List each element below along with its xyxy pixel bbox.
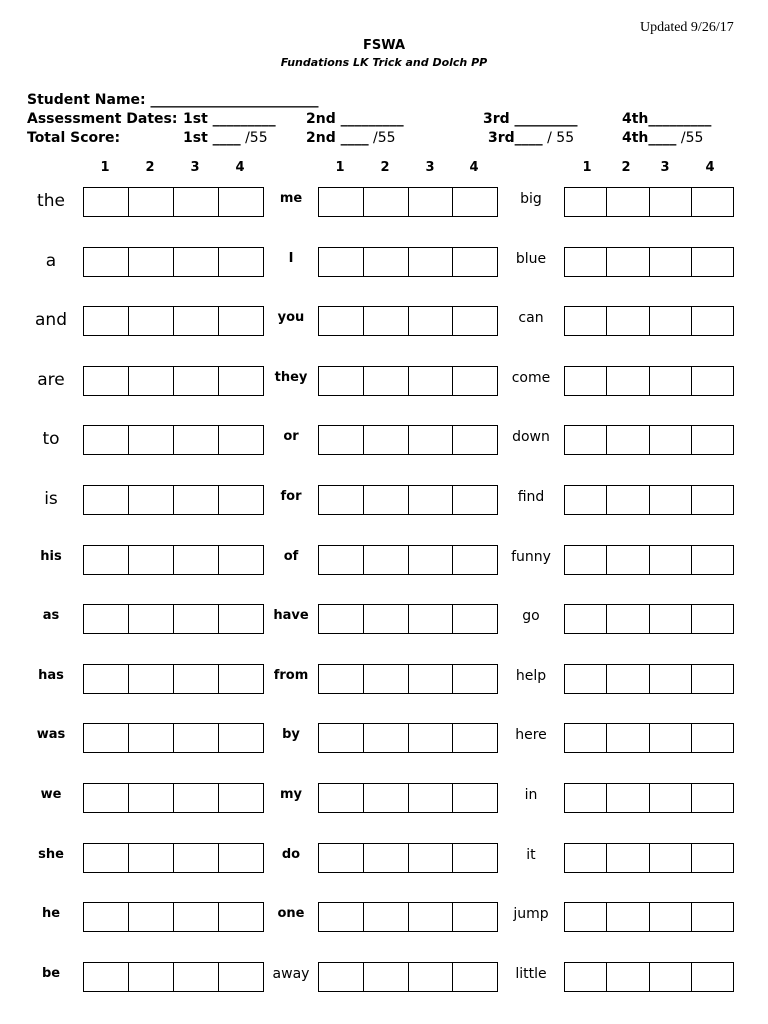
answer-box[interactable] <box>319 665 364 693</box>
answer-box[interactable] <box>650 605 692 633</box>
column-number-1-1: 1 <box>100 160 110 175</box>
answer-box-row <box>318 843 498 873</box>
assessment-date-3: 3rd _________ <box>483 111 578 127</box>
total-score-4 <box>622 130 703 146</box>
total-score-2-blank: 2nd ____ <box>306 130 369 146</box>
answer-box[interactable] <box>84 248 129 276</box>
answer-box[interactable] <box>565 903 607 931</box>
answer-box[interactable] <box>453 486 497 514</box>
answer-box[interactable] <box>692 426 733 454</box>
answer-box[interactable] <box>129 248 174 276</box>
answer-box[interactable] <box>692 307 733 335</box>
answer-box[interactable] <box>453 546 497 574</box>
answer-box[interactable] <box>129 963 174 991</box>
answer-box[interactable] <box>319 367 364 395</box>
answer-box[interactable] <box>174 844 219 872</box>
answer-box[interactable] <box>364 367 409 395</box>
answer-box[interactable] <box>364 248 409 276</box>
word-label: for <box>280 489 302 504</box>
answer-box-row <box>564 843 734 873</box>
total-score-2 <box>306 130 396 146</box>
answer-box-row <box>564 604 734 634</box>
answer-box-row <box>564 545 734 575</box>
answer-box[interactable] <box>129 426 174 454</box>
total-score-1 <box>183 130 268 146</box>
answer-box-row <box>564 664 734 694</box>
answer-box[interactable] <box>174 367 219 395</box>
answer-box[interactable] <box>129 367 174 395</box>
answer-box[interactable] <box>607 903 649 931</box>
answer-box[interactable] <box>607 546 649 574</box>
answer-box[interactable] <box>409 546 454 574</box>
answer-box-row <box>318 723 498 753</box>
answer-box[interactable] <box>409 784 454 812</box>
total-score-3-blank: 3rd____ <box>488 130 543 146</box>
answer-box-row <box>318 485 498 515</box>
answer-box[interactable] <box>453 844 497 872</box>
answer-box[interactable] <box>692 546 733 574</box>
answer-box[interactable] <box>607 605 649 633</box>
answer-box-row <box>564 723 734 753</box>
column-number-1-4: 4 <box>235 160 245 175</box>
answer-box-row <box>318 247 498 277</box>
answer-box-row <box>83 247 264 277</box>
answer-box[interactable] <box>607 367 649 395</box>
answer-box[interactable] <box>219 963 263 991</box>
assessment-date-4: 4th_________ <box>622 111 712 127</box>
answer-box-row <box>318 962 498 992</box>
answer-box[interactable] <box>453 248 497 276</box>
answer-box[interactable] <box>409 307 454 335</box>
answer-box[interactable] <box>650 426 692 454</box>
answer-box[interactable] <box>174 903 219 931</box>
word-label: do <box>281 846 301 862</box>
answer-box[interactable] <box>84 486 129 514</box>
answer-box[interactable] <box>650 784 692 812</box>
answer-box[interactable] <box>364 903 409 931</box>
answer-box[interactable] <box>565 605 607 633</box>
answer-box[interactable] <box>565 784 607 812</box>
answer-box[interactable] <box>607 784 649 812</box>
answer-box[interactable] <box>607 188 649 216</box>
answer-box[interactable] <box>319 188 364 216</box>
answer-box[interactable] <box>129 546 174 574</box>
answer-box[interactable] <box>453 903 497 931</box>
answer-box[interactable] <box>174 426 219 454</box>
word-label: blue <box>515 250 547 267</box>
word-label: she <box>38 846 64 862</box>
column-number-2-4: 4 <box>469 160 479 175</box>
word-label: to <box>42 429 60 450</box>
answer-box[interactable] <box>453 605 497 633</box>
column-number-3-1: 1 <box>582 160 592 175</box>
answer-box[interactable] <box>364 963 409 991</box>
answer-box[interactable] <box>219 367 263 395</box>
answer-box[interactable] <box>129 486 174 514</box>
answer-box[interactable] <box>650 903 692 931</box>
answer-box[interactable] <box>364 486 409 514</box>
answer-box[interactable] <box>650 844 692 872</box>
answer-box[interactable] <box>319 605 364 633</box>
answer-box-row <box>318 545 498 575</box>
answer-box[interactable] <box>453 963 497 991</box>
answer-box[interactable] <box>319 963 364 991</box>
answer-box[interactable] <box>607 724 649 752</box>
answer-box[interactable] <box>409 605 454 633</box>
word-label: have <box>273 608 309 624</box>
answer-box[interactable] <box>364 426 409 454</box>
word-label: away <box>272 965 310 982</box>
answer-box[interactable] <box>84 963 129 991</box>
total-score-3 <box>488 130 574 146</box>
answer-box[interactable] <box>319 546 364 574</box>
answer-box[interactable] <box>319 486 364 514</box>
answer-box[interactable] <box>565 844 607 872</box>
answer-box[interactable] <box>174 486 219 514</box>
answer-box[interactable] <box>84 426 129 454</box>
word-label: down <box>512 429 550 446</box>
answer-box-row <box>318 306 498 336</box>
answer-box[interactable] <box>319 248 364 276</box>
answer-box[interactable] <box>453 724 497 752</box>
answer-box[interactable] <box>692 367 733 395</box>
answer-box[interactable] <box>565 486 607 514</box>
answer-box-row <box>318 604 498 634</box>
answer-box-row <box>83 425 264 455</box>
answer-box[interactable] <box>650 724 692 752</box>
answer-box[interactable] <box>409 665 454 693</box>
answer-box[interactable] <box>607 248 649 276</box>
column-number-3-2: 2 <box>621 160 631 175</box>
answer-box[interactable] <box>219 307 263 335</box>
answer-box[interactable] <box>364 605 409 633</box>
word-label: was <box>36 727 66 743</box>
answer-box[interactable] <box>364 844 409 872</box>
word-label: funny <box>511 548 551 565</box>
word-label: as <box>42 608 60 624</box>
word-label: we <box>40 787 62 802</box>
answer-box[interactable] <box>453 665 497 693</box>
answer-box-row <box>83 187 264 217</box>
answer-box-row <box>318 664 498 694</box>
answer-box-row <box>83 604 264 634</box>
answer-box[interactable] <box>565 724 607 752</box>
answer-box-row <box>564 783 734 813</box>
answer-box[interactable] <box>364 665 409 693</box>
answer-box[interactable] <box>453 426 497 454</box>
answer-box[interactable] <box>219 724 263 752</box>
answer-box[interactable] <box>84 367 129 395</box>
answer-box-row <box>83 843 264 873</box>
answer-box[interactable] <box>650 546 692 574</box>
word-label: it <box>526 846 536 863</box>
answer-box[interactable] <box>174 188 219 216</box>
answer-box-row <box>318 902 498 932</box>
answer-box-row <box>564 187 734 217</box>
word-label: of <box>283 548 299 564</box>
answer-box[interactable] <box>409 248 454 276</box>
answer-box[interactable] <box>319 844 364 872</box>
answer-box-row <box>564 247 734 277</box>
answer-box[interactable] <box>607 844 649 872</box>
answer-box[interactable] <box>409 844 454 872</box>
answer-box[interactable] <box>565 546 607 574</box>
word-label: the <box>37 191 65 211</box>
answer-box[interactable] <box>319 784 364 812</box>
answer-box[interactable] <box>607 665 649 693</box>
answer-box[interactable] <box>84 188 129 216</box>
answer-box[interactable] <box>692 248 733 276</box>
answer-box[interactable] <box>565 367 607 395</box>
answer-box[interactable] <box>650 307 692 335</box>
word-label: I <box>288 250 294 266</box>
answer-box-row <box>318 187 498 217</box>
answer-box[interactable] <box>84 903 129 931</box>
word-label: has <box>38 667 64 683</box>
answer-box[interactable] <box>409 486 454 514</box>
answer-box[interactable] <box>174 724 219 752</box>
answer-box[interactable] <box>409 426 454 454</box>
answer-box[interactable] <box>219 903 263 931</box>
answer-box[interactable] <box>650 486 692 514</box>
answer-box-row <box>564 306 734 336</box>
answer-box[interactable] <box>607 426 649 454</box>
answer-box-row <box>83 783 264 813</box>
word-label: big <box>520 191 542 207</box>
answer-box[interactable] <box>84 784 129 812</box>
word-label: are <box>37 369 65 390</box>
word-label: you <box>277 310 305 326</box>
answer-box[interactable] <box>650 963 692 991</box>
answer-box[interactable] <box>692 844 733 872</box>
answer-box[interactable] <box>219 665 263 693</box>
answer-box[interactable] <box>692 605 733 633</box>
page-subtitle: Fundations LK Trick and Dolch PP <box>280 56 488 69</box>
answer-box[interactable] <box>650 188 692 216</box>
answer-box[interactable] <box>409 188 454 216</box>
answer-box[interactable] <box>219 784 263 812</box>
answer-box[interactable] <box>453 367 497 395</box>
answer-box[interactable] <box>692 486 733 514</box>
answer-box[interactable] <box>84 665 129 693</box>
answer-box[interactable] <box>364 784 409 812</box>
answer-box-row <box>318 783 498 813</box>
column-number-3-3: 3 <box>660 160 670 175</box>
word-label: or <box>283 429 299 445</box>
answer-box[interactable] <box>84 724 129 752</box>
page-title: FSWA <box>362 38 406 53</box>
total-score-2-max: /55 <box>368 130 396 146</box>
answer-box[interactable] <box>409 724 454 752</box>
answer-box-row <box>83 306 264 336</box>
answer-box[interactable] <box>607 486 649 514</box>
answer-box[interactable] <box>129 784 174 812</box>
answer-box[interactable] <box>409 367 454 395</box>
answer-box[interactable] <box>174 248 219 276</box>
answer-box[interactable] <box>565 426 607 454</box>
word-label: in <box>524 787 538 803</box>
answer-box[interactable] <box>692 665 733 693</box>
assessment-dates-label: Assessment Dates: <box>27 111 178 127</box>
answer-box[interactable] <box>319 426 364 454</box>
answer-box[interactable] <box>565 248 607 276</box>
answer-box[interactable] <box>650 367 692 395</box>
word-label: me <box>279 191 303 206</box>
answer-box[interactable] <box>692 724 733 752</box>
answer-box[interactable] <box>650 248 692 276</box>
answer-box[interactable] <box>607 963 649 991</box>
column-number-2-1: 1 <box>335 160 345 175</box>
answer-box[interactable] <box>650 665 692 693</box>
column-number-1-3: 3 <box>190 160 200 175</box>
answer-box-row <box>318 425 498 455</box>
answer-box[interactable] <box>129 665 174 693</box>
answer-box[interactable] <box>129 188 174 216</box>
word-label: his <box>40 548 62 564</box>
answer-box[interactable] <box>364 307 409 335</box>
answer-box[interactable] <box>219 248 263 276</box>
answer-box[interactable] <box>319 307 364 335</box>
answer-box[interactable] <box>174 307 219 335</box>
answer-box-row <box>83 366 264 396</box>
word-label: jump <box>513 906 549 923</box>
answer-box[interactable] <box>607 307 649 335</box>
answer-box[interactable] <box>219 188 263 216</box>
answer-box[interactable] <box>129 605 174 633</box>
assessment-date-2: 2nd _________ <box>306 111 404 127</box>
answer-box[interactable] <box>174 546 219 574</box>
answer-box[interactable] <box>174 784 219 812</box>
answer-box[interactable] <box>409 963 454 991</box>
answer-box-row <box>564 485 734 515</box>
answer-box[interactable] <box>364 188 409 216</box>
total-score-1-blank: 1st ____ <box>183 130 241 146</box>
word-label: from <box>273 667 309 683</box>
answer-box-row <box>83 902 264 932</box>
answer-box[interactable] <box>219 844 263 872</box>
column-number-2-2: 2 <box>380 160 390 175</box>
answer-box[interactable] <box>129 844 174 872</box>
updated-date: Updated 9/26/17 <box>640 20 734 35</box>
word-label: help <box>515 667 547 684</box>
answer-box[interactable] <box>409 903 454 931</box>
total-score-4-blank: 4th____ <box>622 130 677 146</box>
answer-box-row <box>564 366 734 396</box>
answer-box[interactable] <box>692 963 733 991</box>
word-label: by <box>282 727 300 743</box>
column-number-1-2: 2 <box>145 160 155 175</box>
word-label: here <box>515 727 547 744</box>
answer-box[interactable] <box>565 188 607 216</box>
answer-box-row <box>83 723 264 753</box>
answer-box[interactable] <box>692 903 733 931</box>
answer-box[interactable] <box>129 307 174 335</box>
answer-box[interactable] <box>565 963 607 991</box>
column-number-3-4: 4 <box>705 160 715 175</box>
answer-box[interactable] <box>453 188 497 216</box>
answer-box[interactable] <box>319 903 364 931</box>
answer-box[interactable] <box>219 426 263 454</box>
answer-box[interactable] <box>219 605 263 633</box>
answer-box[interactable] <box>364 724 409 752</box>
answer-box[interactable] <box>364 546 409 574</box>
word-label: my <box>279 787 303 802</box>
answer-box-row <box>83 664 264 694</box>
answer-box[interactable] <box>453 307 497 335</box>
answer-box-row <box>83 962 264 992</box>
answer-box[interactable] <box>129 903 174 931</box>
word-label: come <box>511 369 551 386</box>
word-label: a <box>45 250 57 271</box>
word-label: he <box>41 906 61 922</box>
answer-box[interactable] <box>219 486 263 514</box>
word-label: be <box>41 965 61 981</box>
word-label: find <box>517 489 545 505</box>
student-name-line: Student Name: ________________________ <box>27 92 319 108</box>
total-score-1-max: /55 <box>240 130 268 146</box>
answer-box-row <box>83 485 264 515</box>
answer-box-row <box>564 902 734 932</box>
answer-box[interactable] <box>174 963 219 991</box>
answer-box[interactable] <box>84 307 129 335</box>
total-score-3-max: / 55 <box>542 130 575 146</box>
answer-box[interactable] <box>219 546 263 574</box>
answer-box[interactable] <box>565 307 607 335</box>
answer-box-row <box>318 366 498 396</box>
answer-box[interactable] <box>129 724 174 752</box>
column-number-2-3: 3 <box>425 160 435 175</box>
answer-box-row <box>83 545 264 575</box>
answer-box[interactable] <box>692 784 733 812</box>
word-label: and <box>35 310 67 331</box>
answer-box-row <box>564 962 734 992</box>
answer-box[interactable] <box>319 724 364 752</box>
answer-box[interactable] <box>692 188 733 216</box>
word-label: go <box>522 608 540 625</box>
word-label: is <box>44 489 58 509</box>
answer-box[interactable] <box>453 784 497 812</box>
answer-box[interactable] <box>174 665 219 693</box>
word-label: little <box>515 965 547 982</box>
assessment-date-1: 1st _________ <box>183 111 276 127</box>
word-label: they <box>274 369 308 385</box>
word-label: one <box>277 906 305 922</box>
total-score-4-max: /55 <box>676 130 704 146</box>
answer-box[interactable] <box>84 605 129 633</box>
answer-box[interactable] <box>174 605 219 633</box>
total-score-label: Total Score: <box>27 130 121 146</box>
answer-box[interactable] <box>84 546 129 574</box>
answer-box[interactable] <box>84 844 129 872</box>
answer-box[interactable] <box>565 665 607 693</box>
word-label: can <box>518 310 544 327</box>
answer-box-row <box>564 425 734 455</box>
